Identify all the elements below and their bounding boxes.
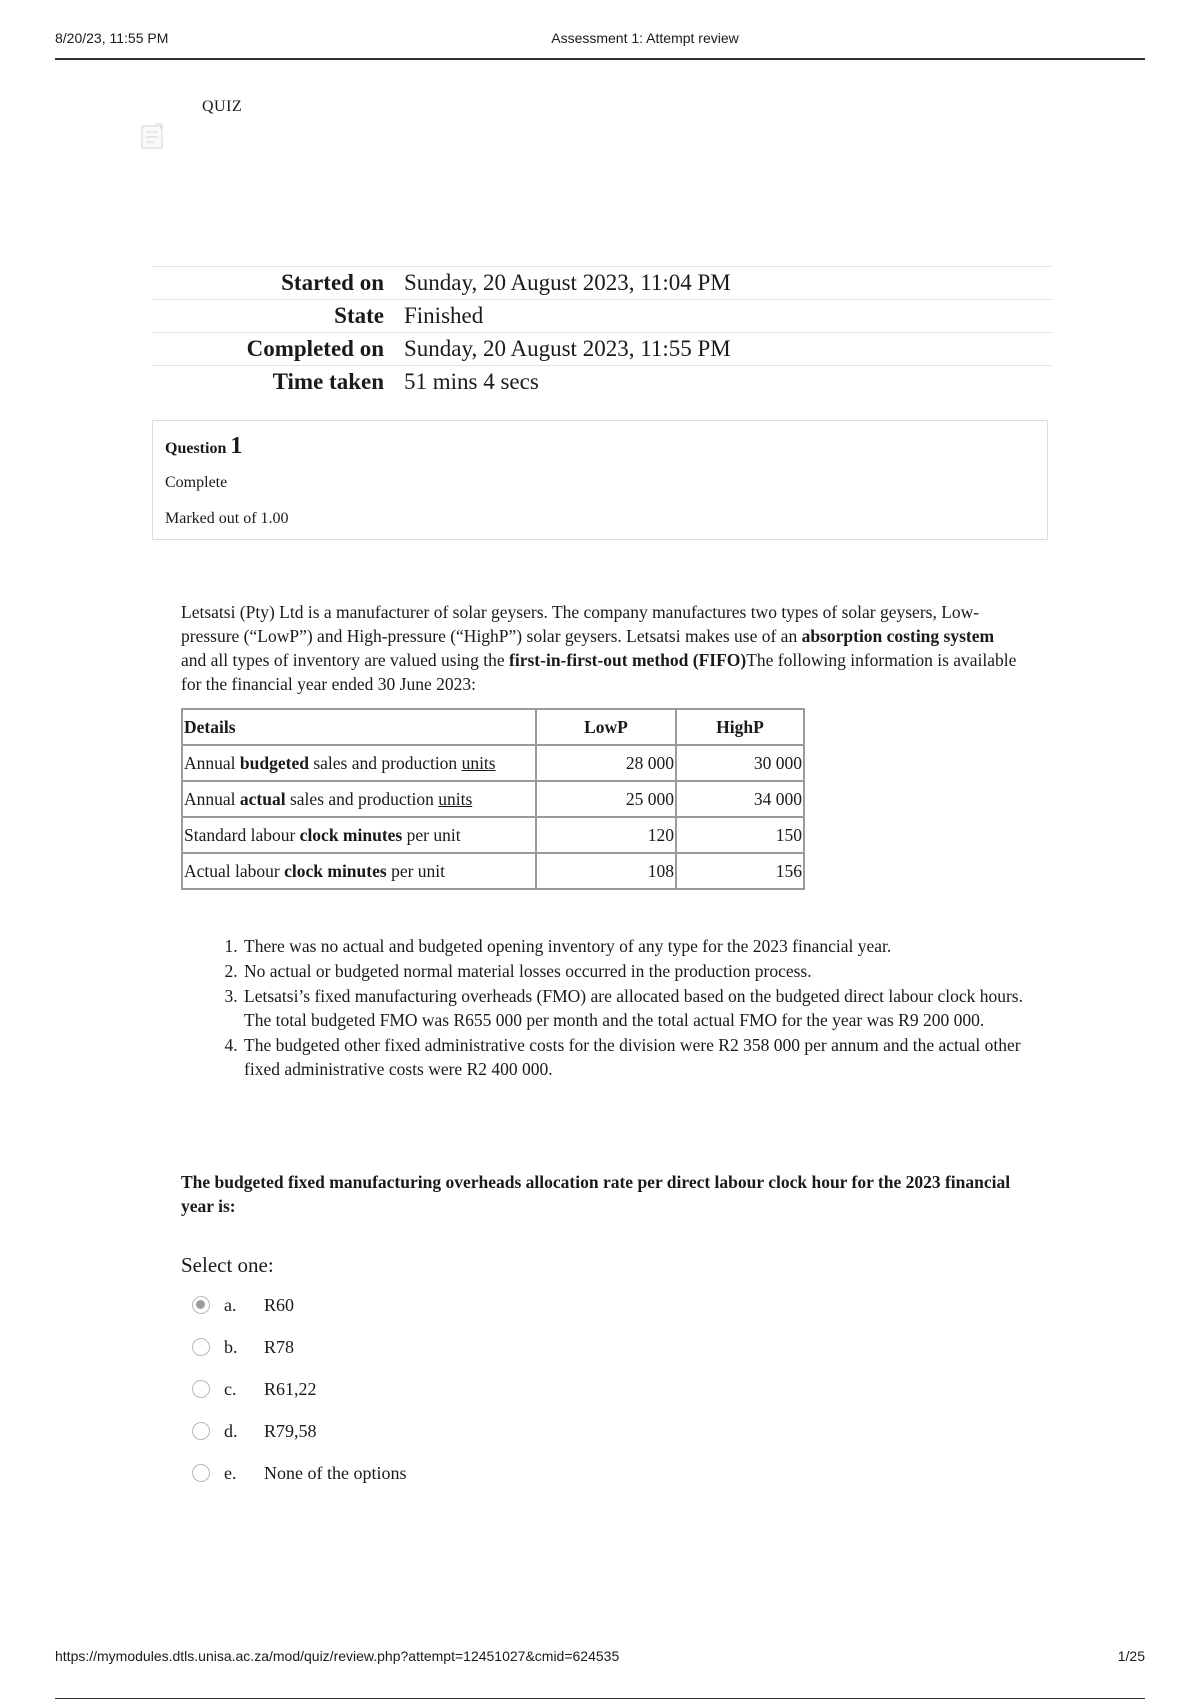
answer-letter: e. bbox=[224, 1462, 237, 1483]
lowp-cell: 108 bbox=[536, 853, 676, 889]
summary-key: Started on bbox=[152, 267, 394, 300]
question-text bbox=[181, 600, 1021, 696]
radio-button[interactable] bbox=[192, 1380, 210, 1398]
answer-option-e[interactable] bbox=[192, 1452, 692, 1494]
details-header-cell: Details bbox=[182, 709, 536, 745]
details-label-cell bbox=[182, 781, 536, 817]
attempt-summary-table bbox=[152, 266, 1052, 398]
list-item: 3. Letsatsi’s fixed manufacturing overheads (FMO) are allocated based on the budgeted direct labour clock hours. The total budgeted FMO was R655 000 per month and the total actual FMO for the year was R9 200 000. bbox=[242, 984, 1052, 1032]
question-state: Complete bbox=[165, 474, 228, 491]
answer-text: R61,22 bbox=[264, 1378, 317, 1399]
print-footer bbox=[55, 1648, 1145, 1699]
summary-row-completed bbox=[152, 333, 1052, 366]
table-row bbox=[182, 745, 804, 781]
question-mark: Marked out of 1.00 bbox=[165, 510, 289, 527]
label-bold-text: clock minutes bbox=[299, 824, 403, 845]
radio-button[interactable] bbox=[192, 1296, 210, 1314]
summary-row-time-taken bbox=[152, 366, 1052, 399]
label-underlined-text: units bbox=[461, 752, 496, 773]
highp-cell: 34 000 bbox=[676, 781, 804, 817]
answer-letter: d. bbox=[224, 1420, 238, 1441]
radio-button[interactable] bbox=[192, 1464, 210, 1482]
details-label-cell bbox=[182, 745, 536, 781]
list-item: 4. The budgeted other fixed administrative costs for the division were R2 358 000 per annum and the actual other fixed administrative costs were R2 400 000. bbox=[242, 1033, 1052, 1081]
list-item: 1. There was no actual and budgeted opening inventory of any type for the 2023 financial year. bbox=[242, 934, 1052, 958]
label-text: Annual bbox=[184, 788, 240, 809]
label-text: sales and production bbox=[285, 788, 439, 809]
label-bold-text: budgeted bbox=[239, 752, 309, 773]
radio-button[interactable] bbox=[192, 1338, 210, 1356]
details-label-cell bbox=[182, 853, 536, 889]
answer-text: R78 bbox=[264, 1336, 295, 1357]
summary-value: 51 mins 4 secs bbox=[394, 366, 1052, 399]
select-one-label: Select one: bbox=[181, 1253, 274, 1277]
details-label-cell bbox=[182, 817, 536, 853]
summary-key: State bbox=[152, 300, 394, 333]
details-header-cell: HighP bbox=[676, 709, 804, 745]
notes-list bbox=[220, 934, 1052, 1082]
answer-letter: c. bbox=[224, 1378, 237, 1399]
label-text: Standard labour bbox=[184, 824, 300, 845]
summary-row-started bbox=[152, 267, 1052, 300]
list-item: 2. No actual or budgeted normal material losses occurred in the production process. bbox=[242, 959, 1052, 983]
answer-option-c[interactable] bbox=[192, 1368, 692, 1410]
summary-value: Finished bbox=[394, 300, 1052, 333]
table-row bbox=[182, 853, 804, 889]
details-header-row bbox=[182, 709, 804, 745]
intro-text: and all types of inventory are valued using the bbox=[181, 650, 510, 670]
answer-option-b[interactable] bbox=[192, 1326, 692, 1368]
print-page-number: 1/25 bbox=[1117, 1648, 1145, 1664]
lowp-cell: 25 000 bbox=[536, 781, 676, 817]
print-header bbox=[55, 28, 1145, 60]
quiz-label: QUIZ bbox=[202, 98, 243, 115]
quiz-icon bbox=[140, 122, 166, 150]
print-page-title: Assessment 1: Attempt review bbox=[551, 30, 739, 46]
answer-letter: a. bbox=[224, 1294, 237, 1315]
print-datetime: 8/20/23, 11:55 PM bbox=[55, 30, 169, 46]
lowp-cell: 120 bbox=[536, 817, 676, 853]
summary-row-state bbox=[152, 300, 1052, 333]
label-text: per unit bbox=[402, 824, 461, 845]
intro-text: Letsatsi (Pty) Ltd is a manufacturer of solar geysers. The company manufactures two types of solar geysers, Low-pressure (“LowP”) and High-pressure (“HighP”) solar geysers. Letsatsi makes use of an bbox=[181, 602, 980, 646]
answer-options bbox=[192, 1284, 692, 1494]
label-underlined-text: units bbox=[438, 788, 473, 809]
summary-key: Completed on bbox=[152, 333, 394, 366]
radio-button[interactable] bbox=[192, 1422, 210, 1440]
answer-option-a[interactable] bbox=[192, 1284, 692, 1326]
lowp-cell: 28 000 bbox=[536, 745, 676, 781]
label-bold-text: actual bbox=[239, 788, 286, 809]
question-number-value: 1 bbox=[230, 433, 243, 459]
details-table bbox=[181, 708, 805, 890]
answer-option-d[interactable] bbox=[192, 1410, 692, 1452]
label-text: Actual labour bbox=[184, 860, 285, 881]
highp-cell: 150 bbox=[676, 817, 804, 853]
summary-value: Sunday, 20 August 2023, 11:55 PM bbox=[394, 333, 1052, 366]
summary-value: Sunday, 20 August 2023, 11:04 PM bbox=[394, 267, 1052, 300]
highp-cell: 30 000 bbox=[676, 745, 804, 781]
question-intro bbox=[181, 600, 1021, 696]
answer-text: R60 bbox=[264, 1294, 295, 1315]
table-row bbox=[182, 781, 804, 817]
label-text: Annual bbox=[184, 752, 240, 773]
question-prompt: The budgeted fixed manufacturing overheads allocation rate per direct labour clock hour for the 2023 financial year is: bbox=[181, 1172, 1011, 1216]
answer-text: None of the options bbox=[264, 1462, 407, 1483]
summary-key: Time taken bbox=[152, 366, 394, 399]
label-text: sales and production bbox=[308, 752, 462, 773]
intro-bold-text: absorption costing system bbox=[801, 626, 995, 646]
label-bold-text: clock minutes bbox=[284, 860, 387, 881]
print-url: https://mymodules.dtls.unisa.ac.za/mod/quiz/review.php?attempt=12451027&cmid=624535 bbox=[55, 1648, 620, 1664]
label-text: per unit bbox=[386, 860, 446, 881]
intro-text: The following information is available for the financial year ended 30 June 2023: bbox=[181, 650, 1017, 694]
table-row bbox=[182, 817, 804, 853]
intro-bold-text: first-in-first-out method (FIFO) bbox=[509, 650, 747, 670]
answer-text: R79,58 bbox=[264, 1420, 317, 1441]
question-info-box bbox=[152, 420, 1048, 540]
question-number bbox=[165, 433, 1035, 460]
details-header-cell: LowP bbox=[536, 709, 676, 745]
highp-cell: 156 bbox=[676, 853, 804, 889]
question-prefix: Question bbox=[165, 440, 227, 457]
answer-letter: b. bbox=[224, 1336, 238, 1357]
